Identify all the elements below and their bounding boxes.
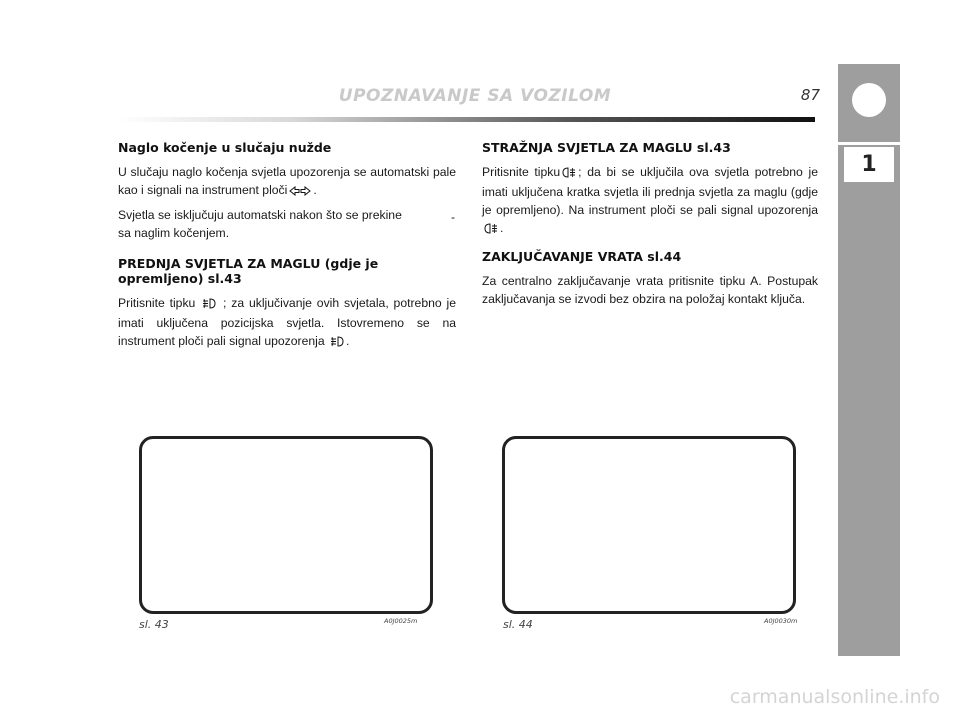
chapter-tab-divider bbox=[838, 142, 900, 145]
figure-43-code: A0J0025m bbox=[384, 617, 418, 625]
chapter-number: 1 bbox=[844, 147, 894, 182]
left-column bbox=[118, 140, 456, 357]
right-column bbox=[482, 140, 818, 313]
section-heading-front-fog-lights: PREDNJA SVJETLA ZA MAGLU (gdje je opremljeno) sl.43 bbox=[118, 256, 379, 286]
rear-fog-light-icon bbox=[562, 165, 576, 183]
paragraph: Svjetla se isključuju automatski nakon što se prekine sa naglim kočenjem. bbox=[118, 208, 402, 240]
hazard-arrows-icon bbox=[289, 183, 311, 201]
section-heading-emergency-braking: Naglo kočenje u slučaju nužde bbox=[118, 140, 332, 155]
running-header: UPOZNAVANJE SA VOZILOM bbox=[338, 86, 612, 106]
figure-44-code: A0J0030m bbox=[764, 617, 798, 625]
paragraph: U slučaju naglo kočenja svjetla upozorenja se automatski pale kao i signali na instrument ploči . bbox=[118, 163, 456, 201]
paragraph: Za centralno zaključavanje vrata pritisnite tipku A. Postupak zaključavanja se izvodi bez obzira na položaj kontakt ključa. bbox=[482, 274, 818, 306]
header-rule bbox=[118, 117, 815, 122]
paragraph: Pritisnite tipku ; za uključivanje ovih svjetala, potrebno je imati uključena pozicijska svjetla. Istovremeno se na instrument ploči pali signal upozorenja . bbox=[118, 294, 456, 352]
front-fog-light-icon bbox=[202, 296, 216, 314]
chapter-marker-circle bbox=[852, 83, 886, 117]
section-heading-door-locking: ZAKLJUČAVANJE VRATA sl.44 bbox=[482, 249, 682, 264]
figure-44-frame bbox=[502, 436, 796, 614]
watermark: carmanualsonline.info bbox=[729, 686, 940, 708]
stray-mark: - bbox=[451, 210, 455, 224]
section-heading-rear-fog-lights: STRAŽNJA SVJETLA ZA MAGLU sl.43 bbox=[482, 140, 731, 155]
rear-fog-light-icon bbox=[484, 221, 498, 239]
figure-44-caption: sl. 44 bbox=[503, 618, 533, 631]
paragraph: Pritisnite tipku ; da bi se uključila ova svjetla potrebno je imati uključena kratka svjetla ili prednja svjetla za maglu (gdje je opremljeno). Na instrument ploči se pali signal upozorenja . bbox=[482, 163, 818, 239]
front-fog-light-icon bbox=[330, 334, 344, 352]
figure-43-caption: sl. 43 bbox=[139, 618, 169, 631]
page-number: 87 bbox=[800, 86, 820, 104]
figure-43-frame bbox=[139, 436, 433, 614]
